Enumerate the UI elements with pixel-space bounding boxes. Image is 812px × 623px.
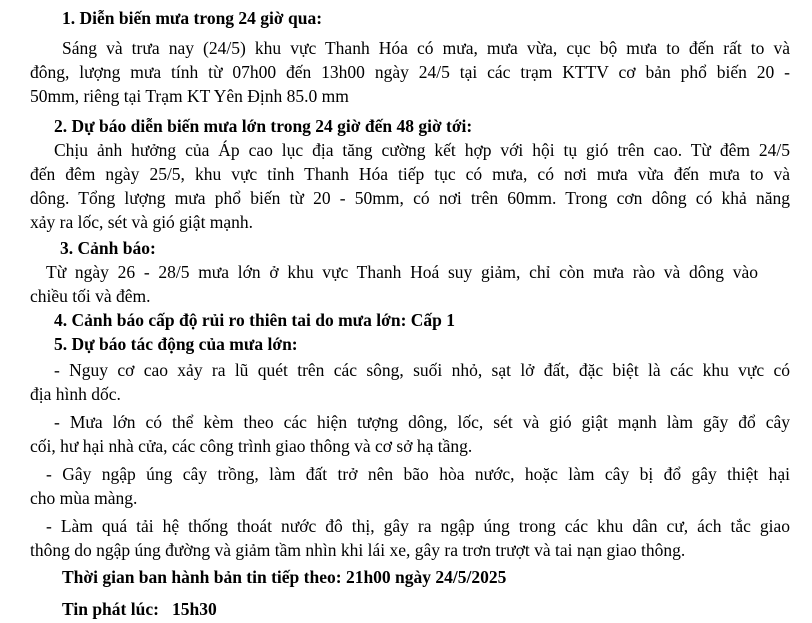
section-2-heading: 2. Dự báo diễn biến mưa lớn trong 24 giờ đến 48 giờ tới: [54,116,473,136]
section-1-line-3: 50mm, riêng tại Trạm KT Yên Định 85.0 mm [30,86,349,106]
section-1-line-1: Sáng và trưa nay (24/5) khu vực Thanh Hóa có mưa, mưa vừa, cục bộ mưa to đến rất to và [62,38,790,58]
section-2-line-4: xảy ra lốc, sét và gió giật mạnh. [30,212,254,232]
section-1-line-2: đông, lượng mưa tính từ 07h00 đến 13h00 ngày 24/5 tại các trạm KTTV cơ bản phổ biến 20 - [30,62,790,82]
section-1-heading: 1. Diễn biến mưa trong 24 giờ qua: [62,8,323,28]
section-5-line-1: - Nguy cơ cao xảy ra lũ quét trên các sông, suối nhỏ, sạt lở đất, đặc biệt là các khu vực có [54,360,790,380]
section-5-line-8: thông do ngập úng đường và giảm tầm nhìn khi lái xe, gây ra trơn trượt và tai nạn giao thông. [30,540,686,560]
section-5-line-4: cối, hư hại nhà cửa, các công trình giao thông và cơ sở hạ tầng. [30,436,473,456]
section-3-line-1: Từ ngày 26 - 28/5 mưa lớn ở khu vực Thanh Hoá suy giảm, chỉ còn mưa rào và dông vào [46,262,758,282]
section-2-line-1: Chịu ảnh hưởng của Áp cao lục địa tăng cường kết hợp với hội tụ gió trên cao. Từ đêm 24/5 [54,140,790,160]
next-bulletin-time: Thời gian ban hành bản tin tiếp theo: 21h00 ngày 24/5/2025 [62,567,507,587]
section-5-heading: 5. Dự báo tác động của mưa lớn: [54,334,298,354]
section-2-line-3: dông. Tổng lượng mưa phổ biến từ 20 - 50mm, có nơi trên 60mm. Trong cơn dông có khả năng [30,188,790,208]
section-2-line-2: đến đêm ngày 25/5, khu vực tỉnh Thanh Hóa tiếp tục có mưa, có nơi mưa vừa đến mưa to và [30,164,790,184]
issued-time: Tin phát lúc: 15h30 [62,599,217,619]
section-5-line-6: cho mùa màng. [30,488,138,508]
section-5-line-3: - Mưa lớn có thể kèm theo các hiện tượng dông, lốc, sét và gió giật mạnh làm gãy đổ cây [54,412,790,432]
section-3-line-2: chiều tối và đêm. [30,286,151,306]
section-4-heading: 4. Cảnh báo cấp độ rủi ro thiên tai do mưa lớn: Cấp 1 [54,310,456,330]
section-5-line-5: - Gây ngập úng cây trồng, làm đất trở nên bão hòa nước, hoặc làm cây bị đổ gây thiệt hại [46,464,790,484]
section-3-heading: 3. Cảnh báo: [60,238,156,258]
section-5-line-7: - Làm quá tải hệ thống thoát nước đô thị, gây ra ngập úng trong các khu dân cư, ách tắc giao [46,516,790,536]
section-5-line-2: địa hình dốc. [30,384,121,404]
